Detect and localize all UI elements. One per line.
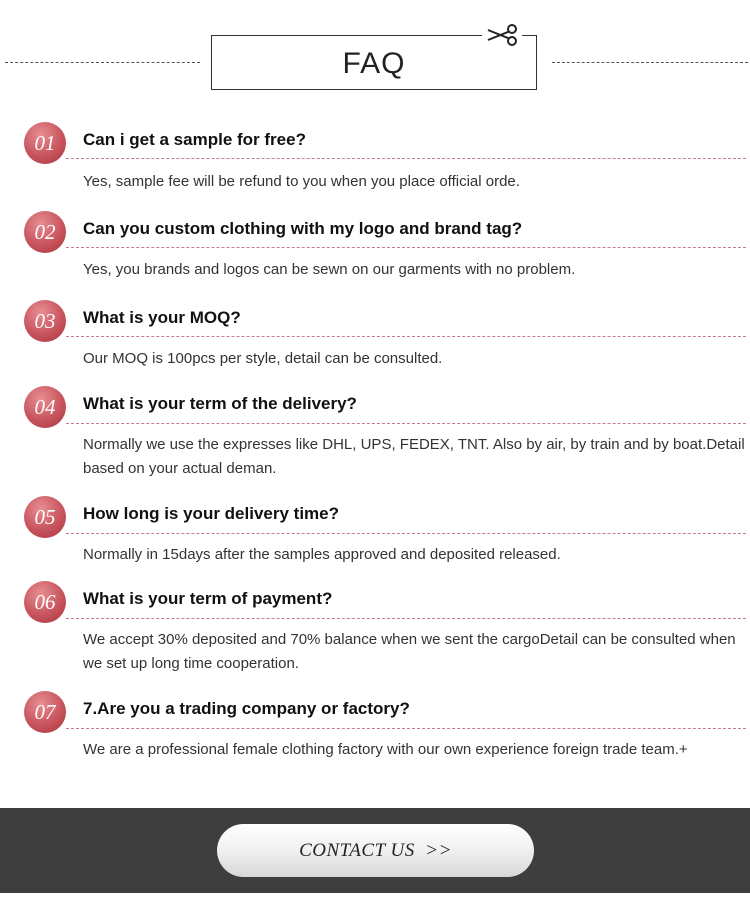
faq-answer: Our MOQ is 100pcs per style, detail can be consulted. [83, 350, 443, 367]
faq-number-badge: 04 [24, 386, 66, 428]
page-title: FAQ [342, 46, 406, 80]
faq-question: Can i get a sample for free? [83, 130, 306, 149]
faq-divider [66, 247, 746, 248]
contact-us-button[interactable] [217, 824, 534, 877]
faq-number-badge: 03 [24, 300, 66, 342]
scissors-icon [482, 20, 522, 50]
faq-question: 7.Are you a trading company or factory? [83, 699, 410, 718]
footer-bar [0, 808, 750, 893]
faq-answer: We accept 30% deposited and 70% balance when we sent the cargoDetail can be consulted when we set up long time cooperation. [83, 631, 736, 672]
faq-answer: Normally we use the expresses like DHL, UPS, FEDEX, TNT. Also by air, by train and by boat.Detail based on your actual deman. [83, 436, 745, 477]
header-divider-right [552, 62, 748, 63]
faq-divider [66, 158, 746, 159]
faq-question: How long is your delivery time? [83, 504, 339, 523]
faq-divider [66, 618, 746, 619]
faq-question: What is your term of payment? [83, 589, 333, 608]
contact-us-label: CONTACT US >> [299, 839, 452, 861]
faq-number-badge: 07 [24, 691, 66, 733]
faq-answer: Normally in 15days after the samples approved and deposited released. [83, 546, 561, 563]
faq-number-badge: 06 [24, 581, 66, 623]
faq-number-badge: 01 [24, 122, 66, 164]
faq-number-badge: 02 [24, 211, 66, 253]
faq-divider [66, 728, 746, 729]
faq-answer: We are a professional female clothing factory with our own experience foreign trade team.+ [83, 741, 688, 758]
header-divider-left [5, 62, 200, 63]
faq-number-badge: 05 [24, 496, 66, 538]
faq-divider [66, 336, 746, 337]
faq-answer: Yes, you brands and logos can be sewn on our garments with no problem. [83, 261, 576, 278]
faq-divider [66, 533, 746, 534]
faq-question: What is your MOQ? [83, 308, 241, 327]
faq-question: What is your term of the delivery? [83, 394, 357, 413]
faq-answer: Yes, sample fee will be refund to you when you place official orde. [83, 173, 520, 190]
faq-divider [66, 423, 746, 424]
faq-question: Can you custom clothing with my logo and brand tag? [83, 219, 523, 238]
